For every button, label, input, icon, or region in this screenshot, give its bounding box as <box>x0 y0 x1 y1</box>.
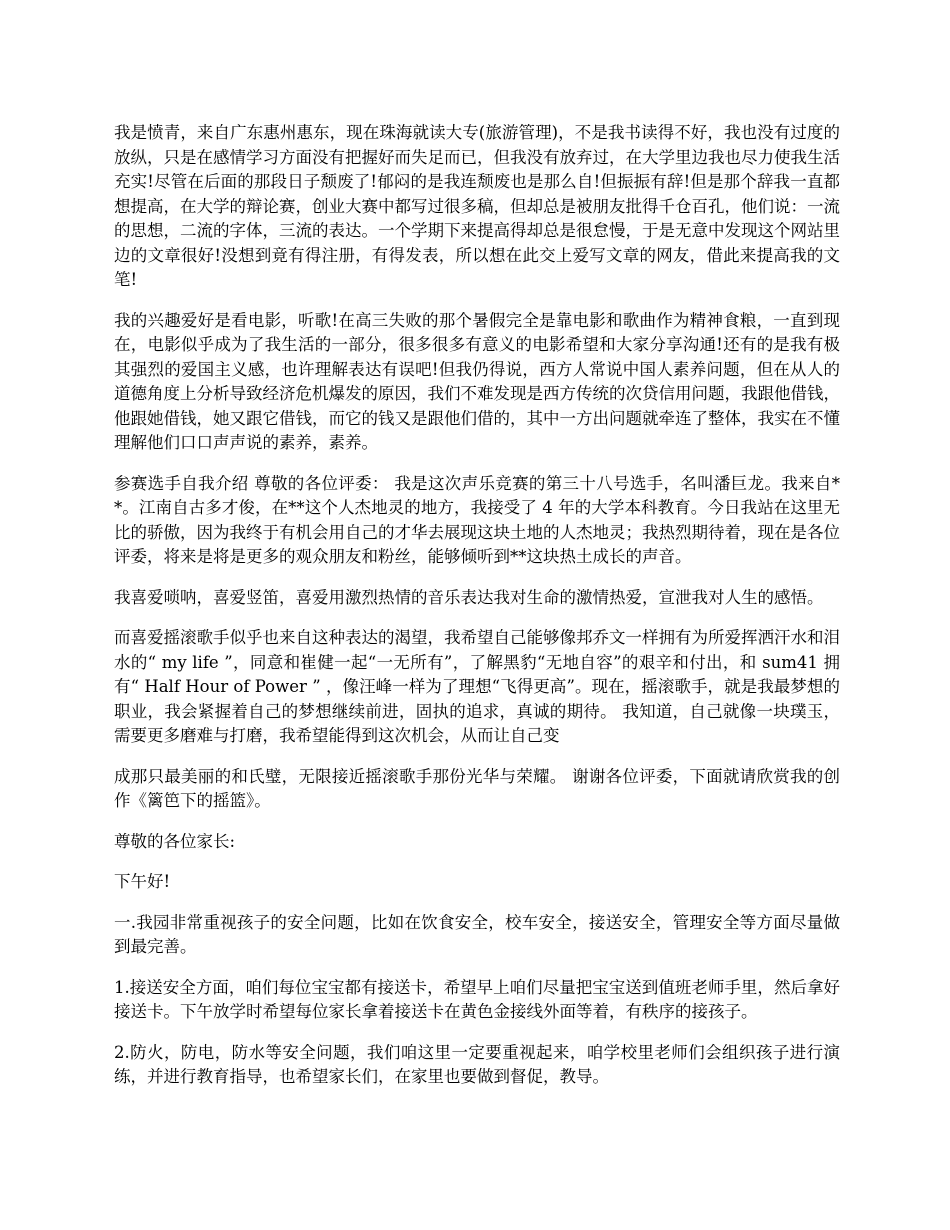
paragraph-hobbies: 我的兴趣爱好是看电影，听歌!在高三失败的那个暑假完全是靠电影和歌曲作为精神食粮，一直到现在，电影似乎成为了我生活的一部分，很多很多有意义的电影希望和大家分享沟通!还有的是我有极其强烈的爱国主义感，也许理解表达有误吧!但我仍得说，西方人常说中国人素养问题，但在从人的道德角度上分析导致经济危机爆发的原因，我们不难发现是西方传统的次贷信用问题，我跟他借钱，他跟她借钱，她又跟它借钱，而它的钱又是跟他们借的，其中一方出问题就牵连了整体，我实在不懂理解他们口口声声说的素养，素养。 <box>114 310 840 452</box>
paragraph-good-afternoon: 下午好! <box>114 872 171 891</box>
paragraph-contestant-intro: 参赛选手自我介绍 尊敬的各位评委： 我是这次声乐竞赛的第三十八号选手，名叫潘巨龙。我来自**。江南自古多才俊，在**这个人杰地灵的地方，我接受了 4 年的大学本科教育。今日我站在这里无比的骄傲，因为我终于有机会用自己的才华去展现这块土地的人杰地灵；我热烈期待着，现在是各位评委，将来是将是更多的观众朋友和粉丝，能够倾听到**这块热土成长的声音。 <box>114 473 840 566</box>
paragraph-safety-overview: 一.我园非常重视孩子的安全问题，比如在饮食安全，校车安全，接送安全，管理安全等方面尽量做到最完善。 <box>114 912 840 956</box>
paragraph-self-intro: 我是愤青，来自广东惠州惠东，现在珠海就读大专(旅游管理)，不是我书读得不好，我也没有过度的放纵，只是在感情学习方面没有把握好而失足而已，但我没有放弃过，在大学里边我也尽力使我生活充实!尽管在后面的那段日子颓废了!郁闷的是我连颓废也是那么自!但振振有辞!但是那个辞我一直都想提高，在大学的辩论赛，创业大赛中都写过很多稿，但却总是被朋友批得千仓百孔，他们说：一流的思想，二流的字体，三流的表达。一个学期下来提高得却总是很怠慢，于是无意中发现这个网站里边的文章很好!没想到竟有得注册，有得发表，所以想在此交上爱写文章的网友，借此来提高我的文笔! <box>114 123 840 289</box>
paragraph-music-love: 我喜爱唢呐，喜爱竖笛，喜爱用激烈热情的音乐表达我对生命的激情热爱，宣泄我对人生的感悟。 <box>114 587 824 607</box>
paragraph-greeting-parents: 尊敬的各位家长: <box>114 831 236 851</box>
document-page <box>114 121 840 1106</box>
paragraph-closing-thanks: 成那只最美丽的和氏璧，无限接近摇滚歌手那份光华与荣耀。 谢谢各位评委，下面就请欣赏我的创作《篱笆下的摇篮》。 <box>114 766 840 810</box>
paragraph-rock-dream: 而喜爱摇滚歌手似乎也来自这种表达的渴望，我希望自己能够像邦乔文一样拥有为所爱挥洒汗水和泪水的“ my life ”，同意和崔健一起“一无所有”，了解黑豹“无地自容”的艰辛和付出，和 sum41 拥有“ Half Hour of Power ” ，像汪峰一样为了理想“飞得更高”。现在，摇滚歌手，就是我最梦想的职业，我会紧握着自己的梦想继续前进，固执的追求，真诚的期待。 我知道，自己就像一块璞玉，需要更多磨难与打磨，我希望能得到这次机会，从而让自己变 <box>114 628 840 745</box>
paragraph-pickup-safety: 1.接送安全方面，咱们每位宝宝都有接送卡，希望早上咱们尽量把宝宝送到值班老师手里，然后拿好接送卡。下午放学时希望每位家长拿着接送卡在黄色金接线外面等着，有秩序的接孩子。 <box>114 977 840 1021</box>
paragraph-fire-safety: 2.防火，防电，防水等安全问题，我们咱这里一定要重视起来，咱学校里老师们会组织孩子进行演练，并进行教育指导，也希望家长们，在家里也要做到督促，教导。 <box>114 1042 840 1086</box>
